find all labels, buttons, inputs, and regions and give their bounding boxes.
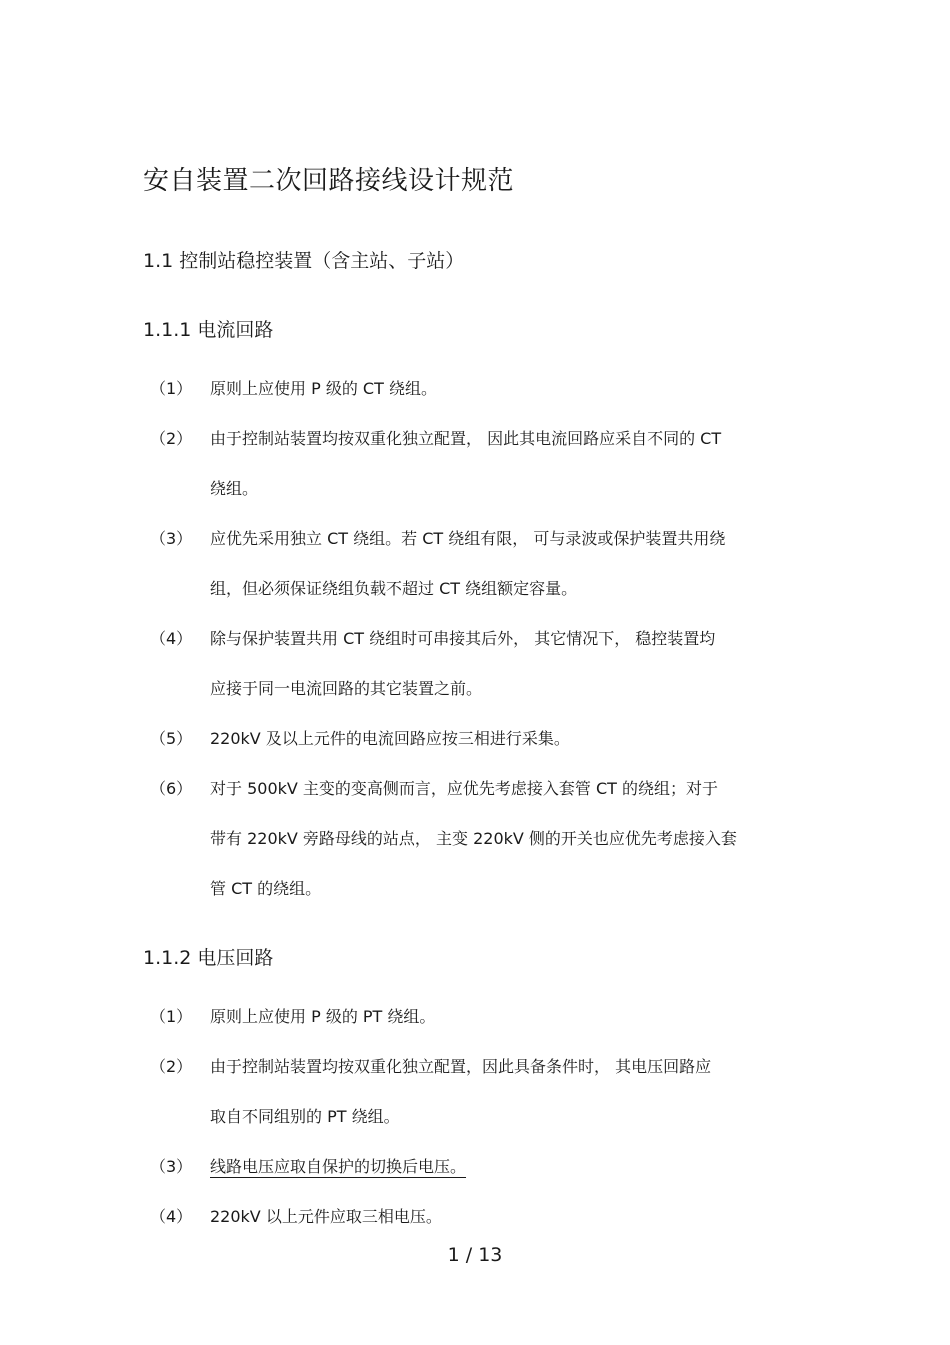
item-number: （4） xyxy=(150,1207,193,1226)
item-number: （3） xyxy=(150,529,193,548)
item-number: （3） xyxy=(150,1157,193,1176)
item-text-continued: 带有 220kV 旁路母线的站点， 主变 220kV 侧的开关也应优先考虑接入套 xyxy=(210,829,737,848)
item-text: 原则上应使用 P 级的 CT 绕组。 xyxy=(210,379,437,398)
subsection-heading-voltage-circuit: 1.1.2 电压回路 xyxy=(143,947,274,969)
item-number: （5） xyxy=(150,729,193,748)
item-number: （1） xyxy=(150,379,193,398)
item-text: 220kV 及以上元件的电流回路应按三相进行采集。 xyxy=(210,729,570,748)
item-text: 由于控制站装置均按双重化独立配置， 因此其电流回路应采自不同的 CT xyxy=(210,429,722,448)
item-number: （4） xyxy=(150,629,193,648)
item-text-continued: 取自不同组别的 PT 绕组。 xyxy=(210,1107,400,1126)
item-number: （2） xyxy=(150,429,193,448)
item-text: 除与保护装置共用 CT 绕组时可串接其后外， 其它情况下， 稳控装置均 xyxy=(210,629,716,648)
item-text-continued: 应接于同一电流回路的其它装置之前。 xyxy=(210,679,483,698)
page-number: 1 / 13 xyxy=(447,1244,503,1266)
item-text: 原则上应使用 P 级的 PT 绕组。 xyxy=(210,1007,436,1026)
item-text-underlined: 线路电压应取自保护的切换后电压。 xyxy=(210,1157,467,1176)
item-number: （1） xyxy=(150,1007,193,1026)
item-text: 由于控制站装置均按双重化独立配置，因此具备条件时， 其电压回路应 xyxy=(210,1057,712,1076)
item-text-continued: 管 CT 的绕组。 xyxy=(210,879,322,898)
item-text: 220kV 以上元件应取三相电压。 xyxy=(210,1207,442,1226)
document-title: 安自装置二次回路接线设计规范 xyxy=(143,166,515,196)
section-heading-1-1: 1.1 控制站稳控装置（含主站、子站） xyxy=(143,250,465,272)
item-text-continued: 绕组。 xyxy=(210,479,259,498)
item-number: （6） xyxy=(150,779,193,798)
item-text: 对于 500kV 主变的变高侧而言，应优先考虑接入套管 CT 的绕组；对于 xyxy=(210,779,719,798)
item-number: （2） xyxy=(150,1057,193,1076)
subsection-heading-current-circuit: 1.1.1 电流回路 xyxy=(143,319,274,341)
item-text-continued: 组，但必须保证绕组负载不超过 CT 绕组额定容量。 xyxy=(210,579,578,598)
item-text: 应优先采用独立 CT 绕组。若 CT 绕组有限， 可与录波或保护装置共用绕 xyxy=(210,529,726,548)
